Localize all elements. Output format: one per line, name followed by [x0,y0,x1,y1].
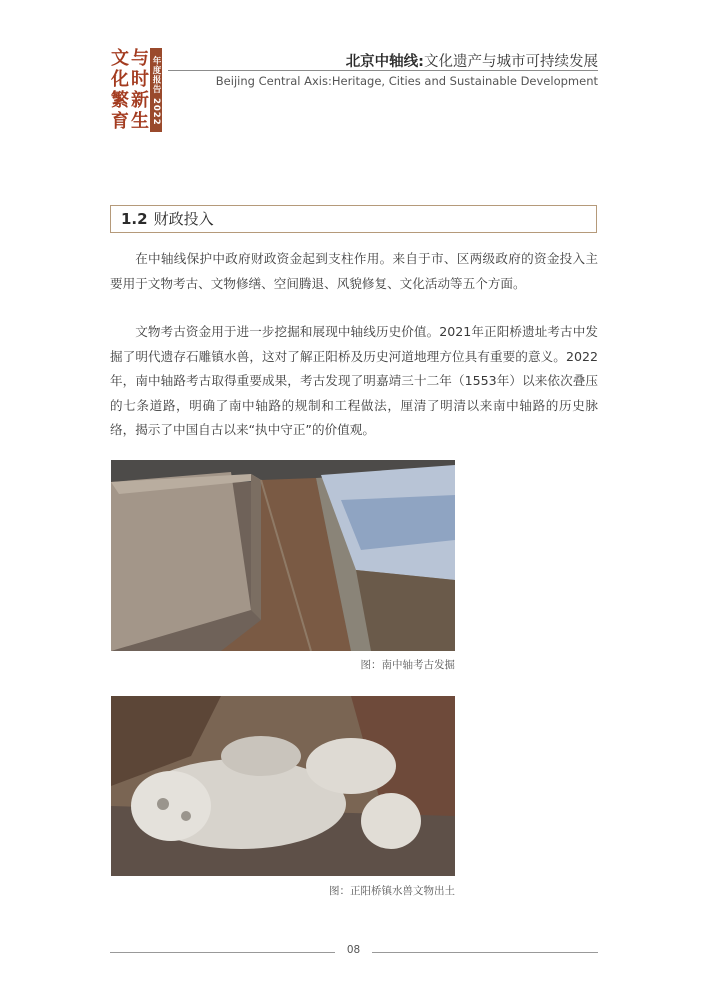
logo-char: 育 [111,111,129,132]
stone-beast-photo [111,696,455,876]
header-title-bold: 北京中轴线: [345,54,424,70]
logo-char: 生 [131,111,149,132]
header-title [346,50,598,71]
header-title-rest: 文化遗产与城市可持续发展 [424,54,598,70]
section-number: 1.2 [121,210,148,228]
figure-caption-1: 图：南中轴考古发掘 [360,659,455,671]
logo-char: 与 [131,48,149,69]
section-title: 财政投入 [153,210,214,228]
header-subtitle: Beijing Central Axis:Heritage, Cities and Sustainable Development [215,74,598,88]
logo-char: 文 [111,48,129,69]
report-logo [110,48,162,134]
logo-char: 新 [131,90,149,111]
footer-divider-left [110,952,335,953]
section-heading [110,205,597,233]
figure-caption-2: 图：正阳桥镇水兽文物出土 [329,885,455,897]
logo-year-label: 年度报告 2022 [150,48,162,132]
page-number: 08 [346,944,361,956]
excavation-photo [111,460,455,651]
footer-divider-right [372,952,598,953]
paragraph-2: 文物考古资金用于进一步挖掘和展现中轴线历史价值。2021年正阳桥遗址考古中发掘了明代遗存石雕镇水兽，这对了解正阳桥及历史河道地理方位具有重要的意义。2022年，南中轴路考古取得重要成果，考古发现了明嘉靖三十二年（1553年）以来依次叠压的七条道路，明确了南中轴路的规制和工程做法，厘清了明清以来南中轴路的历史脉络，揭示了中国自古以来“执中守正”的价值观。 [110,324,598,437]
logo-char: 繁 [111,90,129,111]
header-divider [168,70,598,71]
logo-char: 时 [131,69,149,90]
paragraph-1: 在中轴线保护中政府财政资金起到支柱作用。来自于市、区两级政府的资金投入主要用于文物考古、文物修缮、空间腾退、风貌修复、文化活动等五个方面。 [110,251,598,291]
logo-char: 化 [111,69,129,90]
